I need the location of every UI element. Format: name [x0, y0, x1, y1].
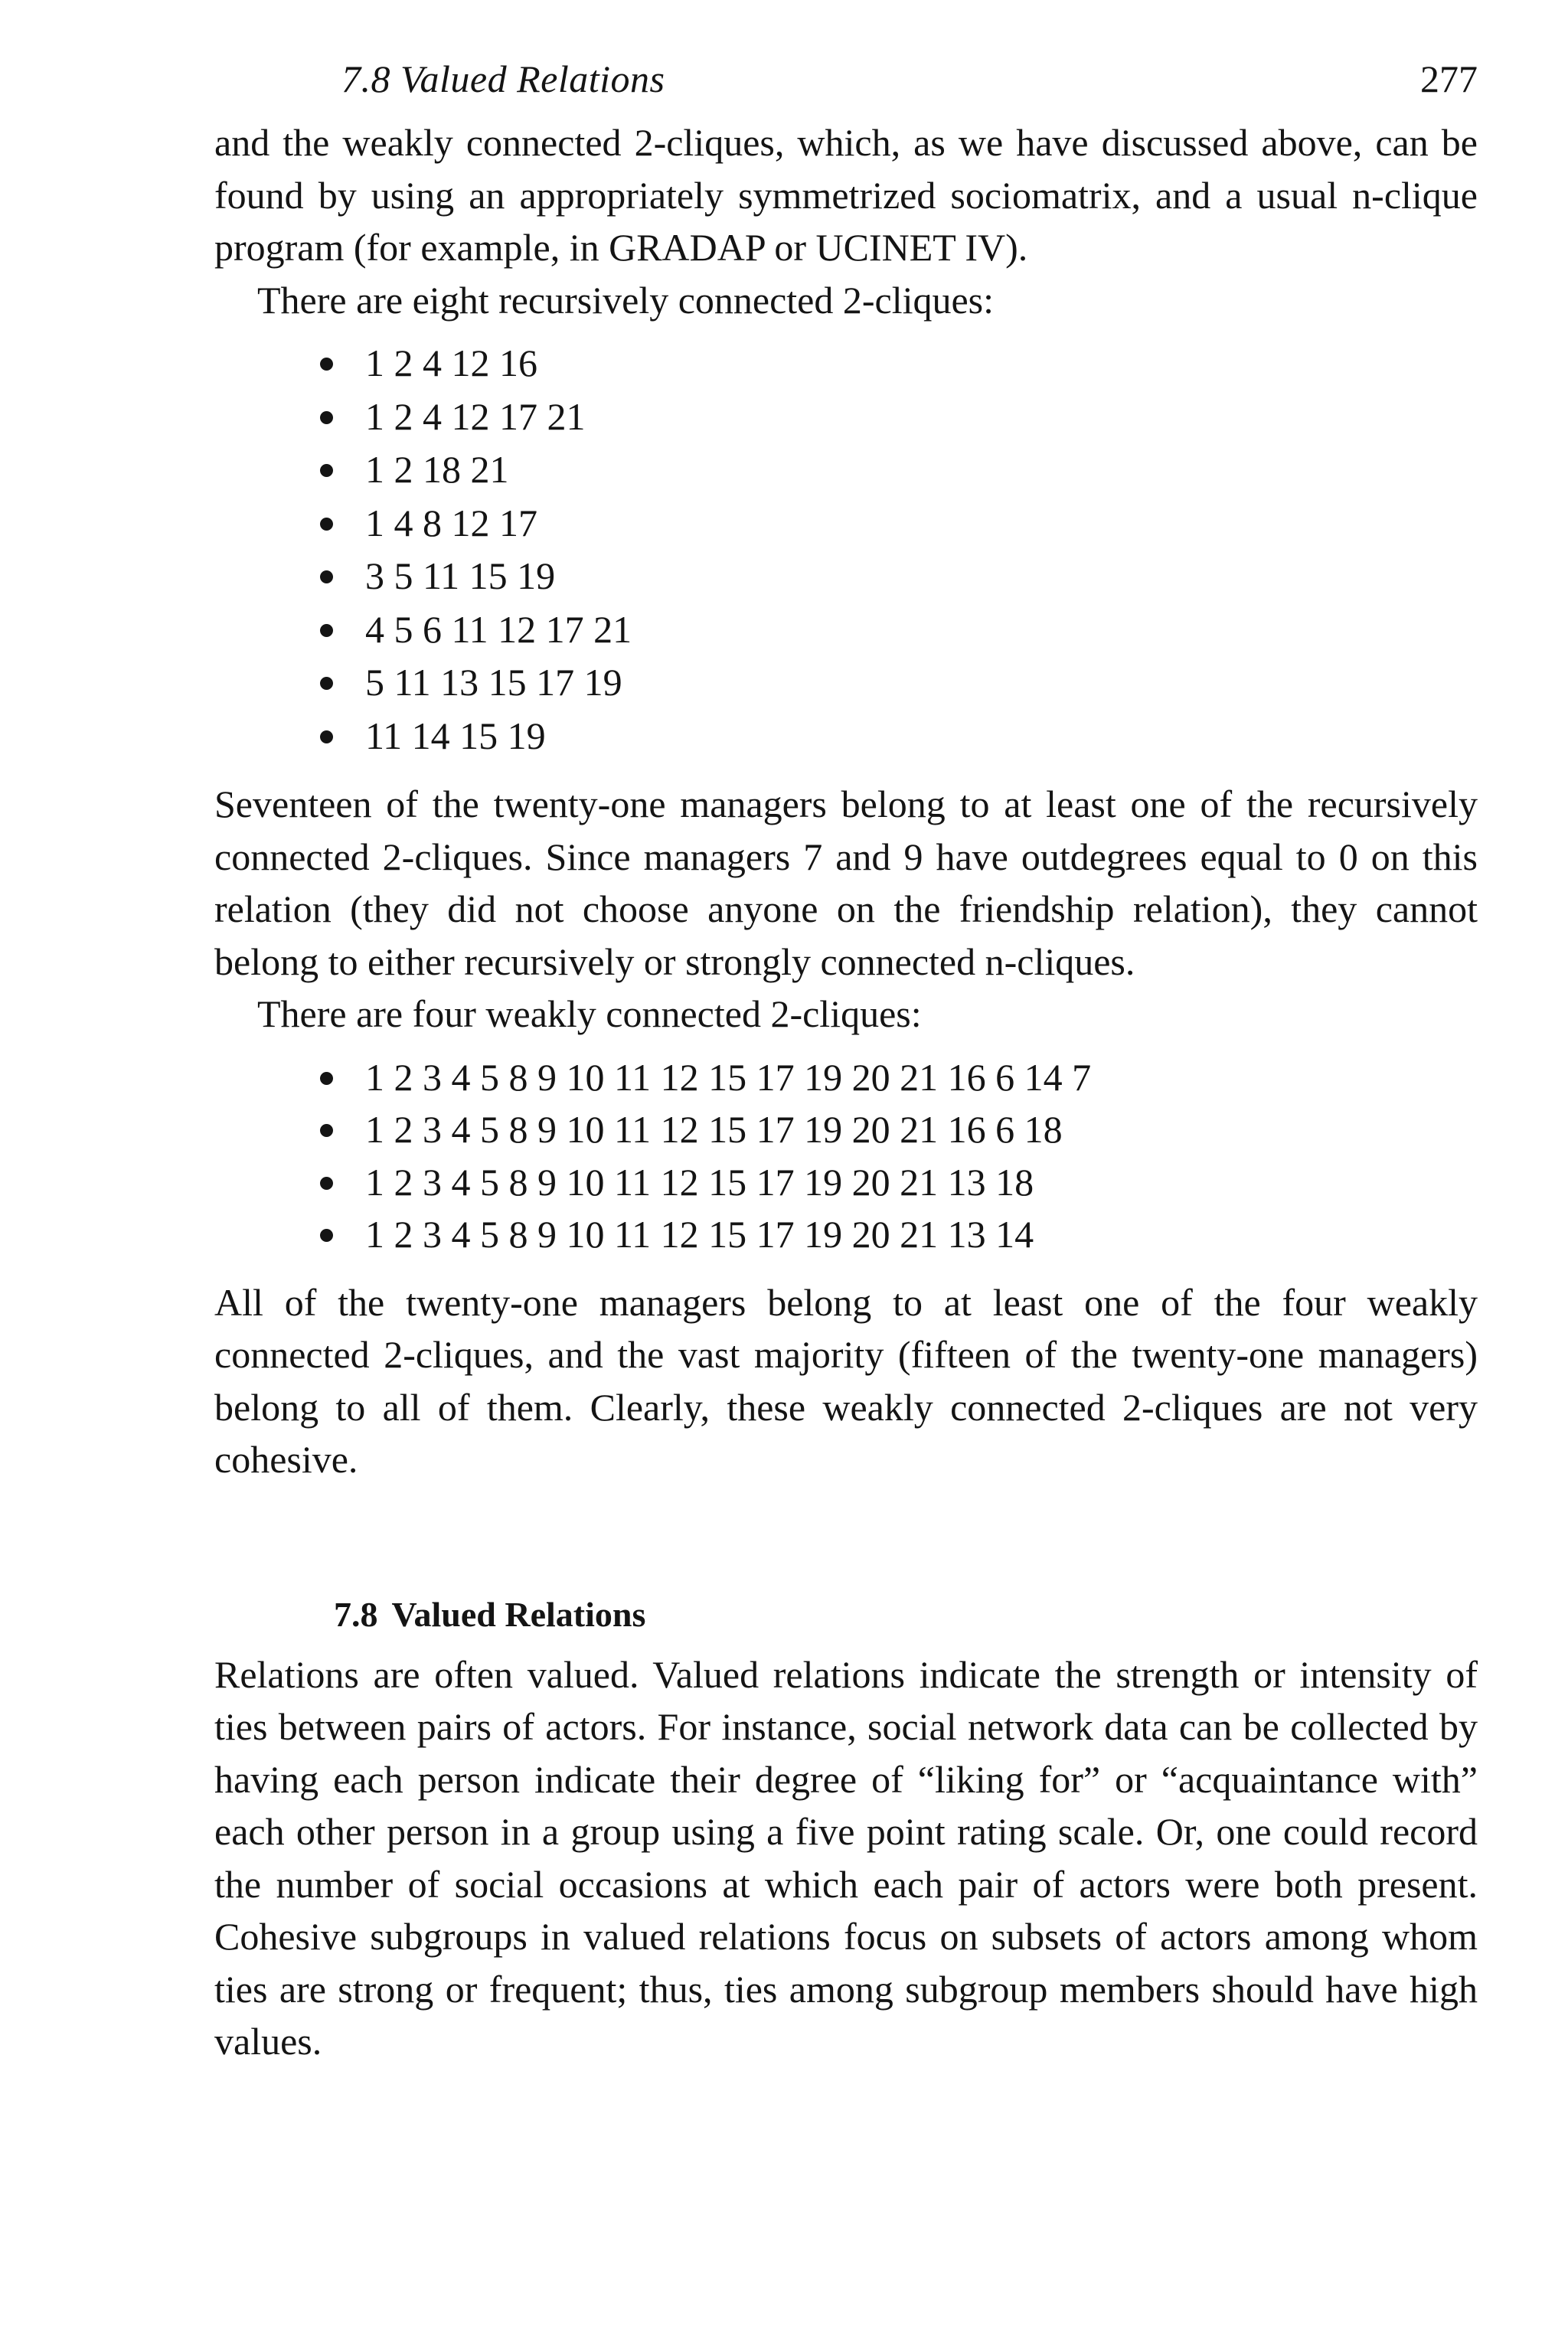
clique-members: 4 5 6 11 12 17 21 — [365, 607, 632, 651]
list-item — [214, 1156, 1478, 1209]
list-item — [214, 656, 1478, 710]
list-item — [214, 1208, 1478, 1261]
clique-members: 1 2 3 4 5 8 9 10 11 12 15 17 19 20 21 16 6 18 — [365, 1108, 1063, 1151]
clique-members: 11 14 15 19 — [365, 714, 546, 757]
clique-members: 1 2 3 4 5 8 9 10 11 12 15 17 19 20 21 13 18 — [365, 1160, 1034, 1204]
bullet-icon — [320, 1229, 333, 1242]
list-item — [214, 497, 1478, 551]
paragraph-weak-lead: There are four weakly connected 2-cliques: — [257, 992, 922, 1035]
bullet-icon — [320, 518, 333, 531]
bullet-icon — [320, 1124, 333, 1137]
bullet-icon — [320, 1177, 333, 1190]
clique-members: 1 2 3 4 5 8 9 10 11 12 15 17 19 20 21 16 6 14 7 — [365, 1055, 1092, 1099]
list-item — [214, 1103, 1478, 1156]
bullet-icon — [320, 1072, 333, 1085]
paragraph-all-managers: All of the twenty-one managers belong to at least one of the four weakly connected 2-cliques, and the vast majority (fifteen of the twenty-one managers) belong to all of them. Clearly, these weakly connected 2-cliques are not very cohesive. — [214, 1280, 1478, 1481]
paragraph-seventeen-managers: Seventeen of the twenty-one managers belong to at least one of the recursively connected 2-cliques. Since managers 7 and 9 have outdegrees equal to 0 on this relation (they did not choose anyone on the friendship relation), they cannot belong to either recursively or strongly connected n-cliques. — [214, 782, 1478, 983]
bullet-icon — [320, 570, 333, 583]
running-title: 7.8 Valued Relations — [341, 57, 665, 100]
clique-members: 1 2 4 12 16 — [365, 341, 537, 384]
list-item — [214, 603, 1478, 657]
page-number: 277 — [1420, 57, 1478, 100]
section-number: 7.8 — [334, 1594, 378, 1634]
clique-members: 5 11 13 15 17 19 — [365, 661, 622, 704]
clique-members: 1 4 8 12 17 — [365, 501, 537, 544]
paragraph-intro: and the weakly connected 2-cliques, which, as we have discussed above, can be found by using an appropriately symmetrized sociomatrix, and a usual n-clique program (for example, in GRADAP or UCINET IV). — [214, 121, 1478, 269]
paragraph-valued-relations: Relations are often valued. Valued relations indicate the strength or intensity of ties between pairs of actors. For instance, social network data can be collected by having each person indicate their degree of “liking for” or “acquaintance with” each other person in a group using a five point rating scale. Or, one could record the number of social occasions at which each pair of actors were both present. Cohesive subgroups in valued relations focus on subsets of actors among whom ties are strong or frequent; thus, ties among subgroup members should have high values. — [214, 1652, 1478, 2063]
clique-members: 3 5 11 15 19 — [365, 554, 556, 597]
running-header — [214, 47, 1478, 116]
paragraph-recursive-lead: There are eight recursively connected 2-cliques: — [257, 278, 995, 322]
clique-members: 1 2 18 21 — [365, 448, 509, 491]
bullet-icon — [320, 677, 333, 690]
recursive-cliques-list — [214, 337, 1478, 763]
book-page — [214, 47, 1478, 2068]
bullet-icon — [320, 730, 333, 743]
clique-members: 1 2 3 4 5 8 9 10 11 12 15 17 19 20 21 13 14 — [365, 1213, 1034, 1256]
weak-cliques-list — [214, 1051, 1478, 1261]
bullet-icon — [320, 411, 333, 424]
list-item — [214, 710, 1478, 763]
list-item — [214, 337, 1478, 390]
list-item — [214, 1051, 1478, 1104]
clique-members: 1 2 4 12 17 21 — [365, 394, 586, 438]
section-heading — [214, 1592, 1478, 1638]
list-item — [214, 390, 1478, 444]
bullet-icon — [320, 358, 333, 371]
bullet-icon — [320, 464, 333, 477]
list-item — [214, 443, 1478, 497]
bullet-icon — [320, 624, 333, 637]
section-title: Valued Relations — [391, 1594, 646, 1634]
list-item — [214, 550, 1478, 603]
